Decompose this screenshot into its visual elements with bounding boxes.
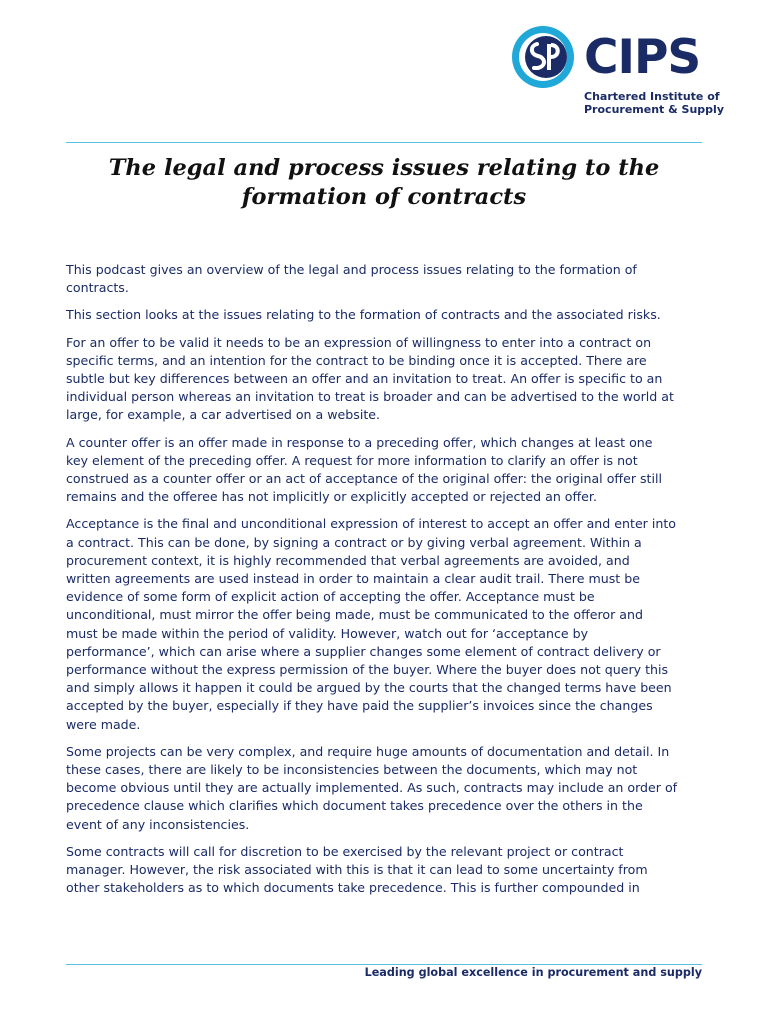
title-line-1: The legal and process issues relating to the — [108, 155, 660, 181]
paragraph-intro: This podcast gives an overview of the legal and process issues relating to the formation of contracts. — [66, 262, 637, 296]
paragraph-counter-offer: A counter offer is an offer made in response to a preceding offer, which changes at least one key element of the preceding offer. A request for more information to clarify an offer is not construed as a counter offer or an act of acceptance of the original offer: the original offer still remains and the offeree has not implicitly or explicitly accepted or rejected an offer. — [66, 434, 662, 505]
logo-wordmark: CIPS — [584, 30, 701, 85]
cips-logo — [510, 22, 724, 122]
cips-swirl-logo-icon — [510, 24, 576, 90]
paragraph-offer: For an offer to be valid it needs to be an expression of willingness to enter into a contract on specific terms, and an intention for the contract to be binding once it is accepted. There are subtle but key differences between an offer and an invitation to treat. An offer is specific to an individual person whereas an invitation to treat is broader and can be advertised to the world at large, for example, a car advertised on a website. — [66, 334, 674, 423]
paragraph-acceptance: Acceptance is the final and unconditional expression of interest to accept an offer and enter into a contract. This can be done, by signing a contract or by giving verbal agreement. Within a procurement context, it is highly recommended that verbal agreements are avoided, and written agreements are used instead in order to maintain a clear audit trail. There must be evidence of some form of explicit action of accepting the offer. Acceptance must be unconditional, must mirror the offer being made, must be communicated to the offeror and must be made within the period of validity. However, watch out for ‘acceptance by performance’, which can arise where a supplier changes some element of contract delivery or performance without the express permission of the buyer. Where the buyer does not query this and simply allows it happen it could be argued by the courts that the changed terms have been accepted by the buyer, especially if they have paid the supplier’s invoices since the changes were made. — [66, 516, 676, 732]
document-title — [66, 154, 702, 212]
paragraph-section-overview: This section looks at the issues relating to the formation of contracts and the associated risks. — [66, 307, 661, 323]
header-divider — [66, 142, 702, 143]
logo-subtitle-line2: Procurement & Supply — [584, 103, 724, 116]
title-line-2: formation of contracts — [241, 184, 527, 210]
footer-divider — [66, 964, 702, 965]
logo-subtitle — [584, 90, 724, 116]
document-body — [66, 261, 706, 907]
paragraph-discretion: Some contracts will call for discretion to be exercised by the relevant project or contract manager. However, the risk associated with this is that it can lead to some uncertainty from other stakeholders as to which documents take precedence. This is further compounded in — [66, 843, 648, 896]
paragraph-complex-projects: Some projects can be very complex, and require huge amounts of documentation and detail. In these cases, there are likely to be inconsistencies between the documents, which may not become obvious until they are actually implemented. As such, contracts may include an order of precedence clause which clarifies which document takes precedence over the others in the event of any inconsistencies. — [66, 743, 678, 832]
footer-tagline: Leading global excellence in procurement and supply — [364, 966, 702, 979]
logo-subtitle-line1: Chartered Institute of — [584, 90, 720, 103]
